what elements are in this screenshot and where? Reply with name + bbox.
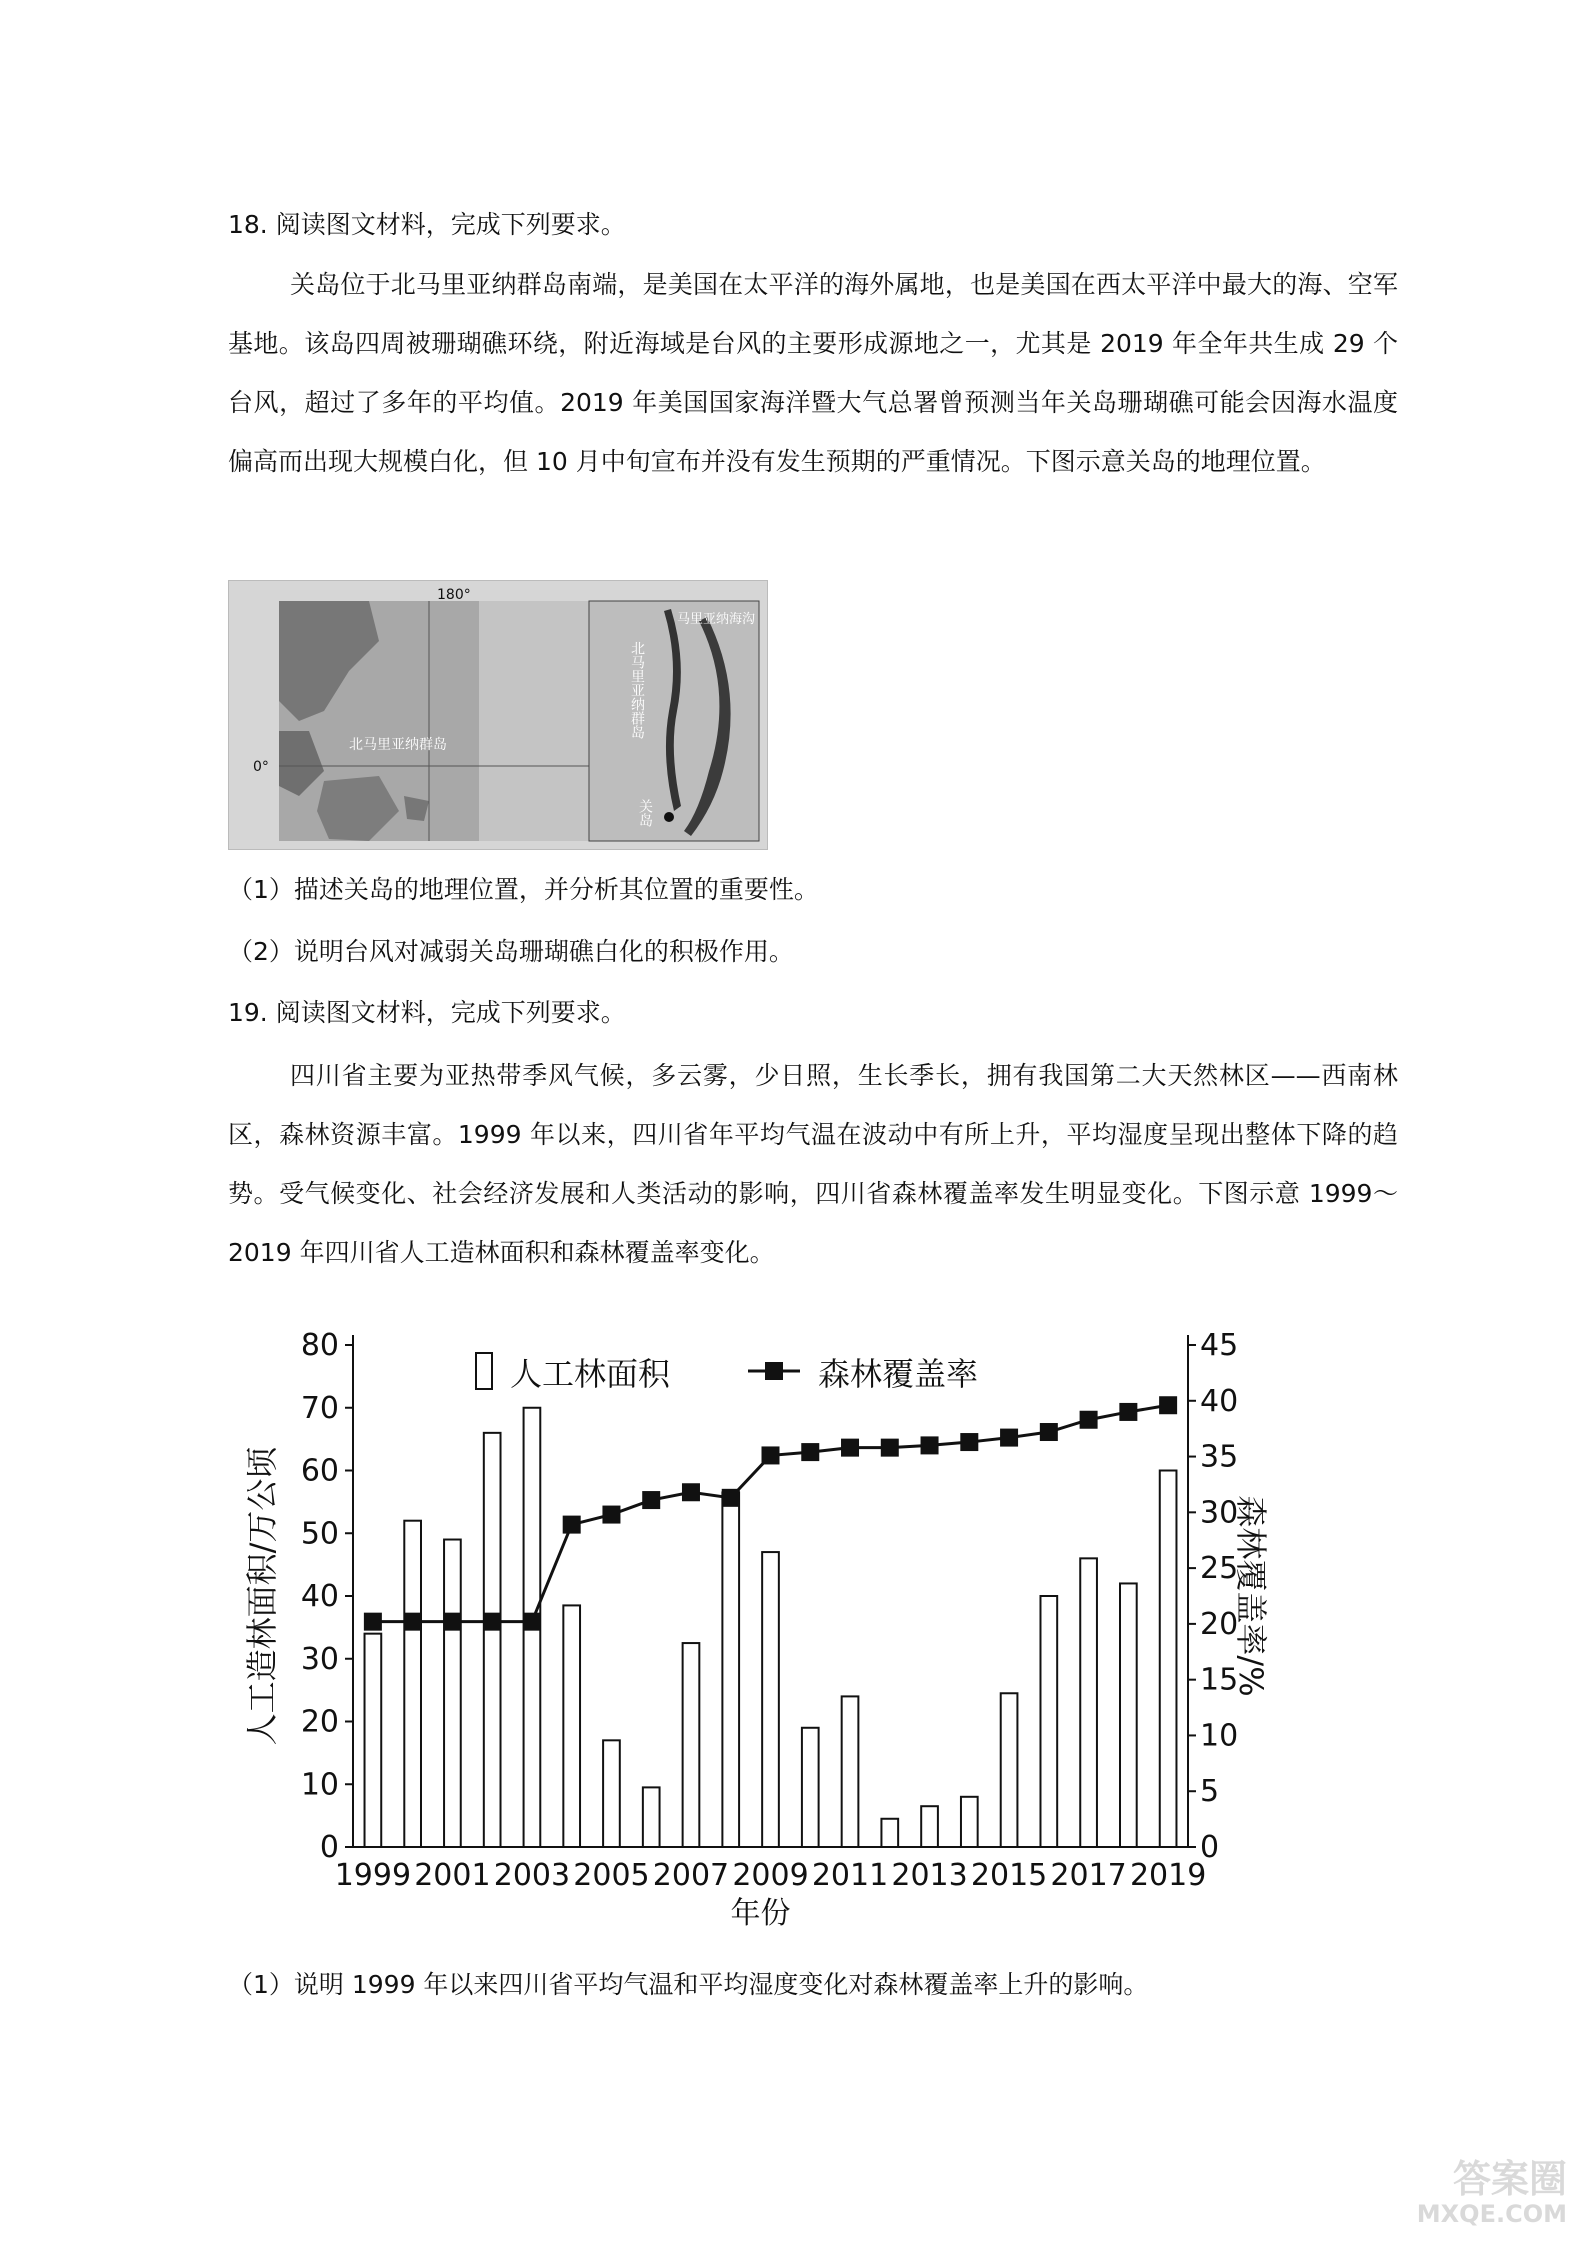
y-right-tick-label: 30 <box>1200 1495 1239 1531</box>
bar-afforestation-area <box>921 1806 938 1847</box>
x-axis-label: 年份 <box>730 1896 791 1931</box>
map-label-0: 0° <box>253 759 269 775</box>
bar-afforestation-area <box>762 1552 779 1847</box>
marker-forest-cover <box>523 1613 541 1631</box>
bar-afforestation-area <box>643 1787 660 1847</box>
bar-afforestation-area <box>802 1728 819 1847</box>
bar-afforestation-area <box>842 1696 859 1847</box>
bar-afforestation-area <box>603 1740 620 1847</box>
bar-afforestation-area <box>484 1433 501 1847</box>
marker-forest-cover <box>1040 1423 1058 1441</box>
marker-forest-cover <box>483 1613 501 1631</box>
marker-forest-cover <box>921 1436 939 1454</box>
bar-afforestation-area <box>404 1521 421 1847</box>
y-left-tick-label: 10 <box>300 1767 339 1803</box>
y-left-tick-label: 30 <box>300 1641 339 1677</box>
x-tick-label: 2005 <box>573 1858 650 1893</box>
watermark-sub: MXQE.COM <box>1416 2200 1567 2228</box>
legend-bar-swatch <box>476 1353 492 1389</box>
x-tick-label: 2017 <box>1050 1858 1127 1893</box>
x-tick-label: 2013 <box>891 1858 968 1893</box>
y-right-tick-label: 45 <box>1200 1328 1239 1363</box>
marker-forest-cover <box>364 1613 382 1631</box>
bar-afforestation-area <box>1120 1583 1137 1847</box>
map-label-nmi-left: 北马里亚纳群岛 <box>349 737 447 753</box>
map-label-trench: 马里亚纳海沟 <box>677 612 756 627</box>
x-tick-label: 1999 <box>334 1858 412 1893</box>
bar-afforestation-area <box>683 1643 700 1847</box>
bar-afforestation-area <box>444 1540 461 1847</box>
marker-forest-cover <box>960 1433 978 1451</box>
x-tick-label: 2015 <box>970 1858 1048 1893</box>
y-right-axis-label: 森林覆盖率/% <box>1232 1495 1270 1697</box>
bar-afforestation-area <box>563 1605 580 1847</box>
q19-body: 四川省主要为亚热带季风气候，多云雾，少日照，生长季长，拥有我国第二大天然林区——西南林区，森林资源丰富。1999 年以来，四川省年平均气温在波动中有所上升，平均湿度呈现出整体下降的趋势。受气候变化、社会经济发展和人类活动的影响，四川省森林覆盖率发生明显变化。下图示意 1999～2019 年四川省人工造林面积和森林覆盖率变化。 <box>228 1061 1398 1267</box>
watermark-main: 答案圈 <box>1452 2157 1567 2201</box>
bar-afforestation-area <box>1040 1596 1057 1847</box>
y-left-tick-label: 20 <box>300 1704 339 1740</box>
marker-forest-cover <box>841 1439 859 1457</box>
marker-forest-cover <box>642 1491 660 1509</box>
x-tick-label: 2001 <box>414 1858 491 1893</box>
guam-location-map <box>228 580 768 850</box>
y-left-tick-label: 0 <box>319 1830 339 1865</box>
marker-forest-cover <box>762 1446 780 1464</box>
x-tick-label: 2009 <box>732 1858 809 1893</box>
marker-forest-cover <box>602 1506 620 1524</box>
marker-forest-cover <box>563 1516 581 1534</box>
marker-forest-cover <box>443 1613 461 1631</box>
marker-forest-cover <box>404 1613 422 1631</box>
y-right-tick-label: 35 <box>1200 1439 1239 1475</box>
q19-subquestion-1: （1）说明 1999 年以来四川省平均气温和平均湿度变化对森林覆盖率上升的影响。 <box>228 1970 1149 1999</box>
x-tick-label: 2003 <box>493 1858 571 1893</box>
x-tick-label: 2011 <box>811 1858 889 1893</box>
map-label-180: 180° <box>437 587 471 603</box>
q18-body: 关岛位于北马里亚纳群岛南端，是美国在太平洋的海外属地，也是美国在西太平洋中最大的海、空军基地。该岛四周被珊瑚礁环绕，附近海域是台风的主要形成源地之一，尤其是 2019 年全年共生成 29 个台风，超过了多年的平均值。2019 年美国国家海洋暨大气总署曾预测当年关岛珊瑚礁可能会因海水温度偏高而出现大规模白化，但 10 月中旬宣布并没有发生预期的严重情况。下图示意关岛的地理位置。 <box>228 270 1398 476</box>
q18-subquestion-1: （1）描述关岛的地理位置，并分析其位置的重要性。 <box>228 875 819 904</box>
bar-afforestation-area <box>1001 1693 1018 1847</box>
bar-afforestation-area <box>365 1634 382 1847</box>
bar-afforestation-area <box>881 1819 898 1847</box>
y-left-tick-label: 80 <box>300 1328 339 1363</box>
marker-forest-cover <box>1159 1396 1177 1414</box>
y-left-tick-label: 50 <box>300 1516 339 1552</box>
x-tick-label: 2019 <box>1129 1858 1207 1893</box>
x-tick-label: 2007 <box>652 1858 730 1893</box>
afforestation-forest-cover-chart <box>228 1305 1270 1945</box>
y-left-axis-label: 人工造林面积/万公顷 <box>243 1446 281 1746</box>
marker-forest-cover <box>1000 1429 1018 1447</box>
q18-subquestion-2: （2）说明台风对减弱关岛珊瑚礁白化的积极作用。 <box>228 937 794 966</box>
y-right-tick-label: 40 <box>1200 1383 1239 1419</box>
y-left-tick-label: 70 <box>300 1390 339 1426</box>
y-left-tick-label: 60 <box>300 1453 339 1489</box>
legend-line-marker <box>765 1362 783 1380</box>
q19-heading: 19. 阅读图文材料，完成下列要求。 <box>228 998 626 1027</box>
marker-forest-cover <box>722 1489 740 1507</box>
marker-forest-cover <box>682 1483 700 1501</box>
bar-afforestation-area <box>722 1492 739 1847</box>
watermark <box>1417 2157 1567 2227</box>
bar-afforestation-area <box>961 1797 978 1847</box>
y-right-tick-label: 15 <box>1200 1662 1239 1698</box>
marker-forest-cover <box>1080 1411 1098 1429</box>
legend-bar-label: 人工林面积 <box>510 1355 671 1393</box>
y-left-tick-label: 40 <box>300 1579 339 1614</box>
q18-heading: 18. 阅读图文材料，完成下列要求。 <box>228 210 626 239</box>
map-label-nmi-right: 北马里亚纳群岛 <box>629 641 645 739</box>
y-right-tick-label: 0 <box>1200 1830 1220 1865</box>
marker-forest-cover <box>881 1439 899 1457</box>
y-right-tick-label: 20 <box>1200 1606 1239 1642</box>
marker-forest-cover <box>1119 1403 1137 1421</box>
marker-forest-cover <box>801 1443 819 1461</box>
bar-afforestation-area <box>1160 1471 1177 1848</box>
y-right-tick-label: 5 <box>1200 1774 1220 1810</box>
y-right-tick-label: 10 <box>1200 1718 1239 1754</box>
map-label-guam: 关岛 <box>637 799 653 827</box>
y-right-tick-label: 25 <box>1200 1551 1239 1587</box>
bar-afforestation-area <box>1080 1558 1097 1847</box>
legend-line-label: 森林覆盖率 <box>818 1355 979 1393</box>
